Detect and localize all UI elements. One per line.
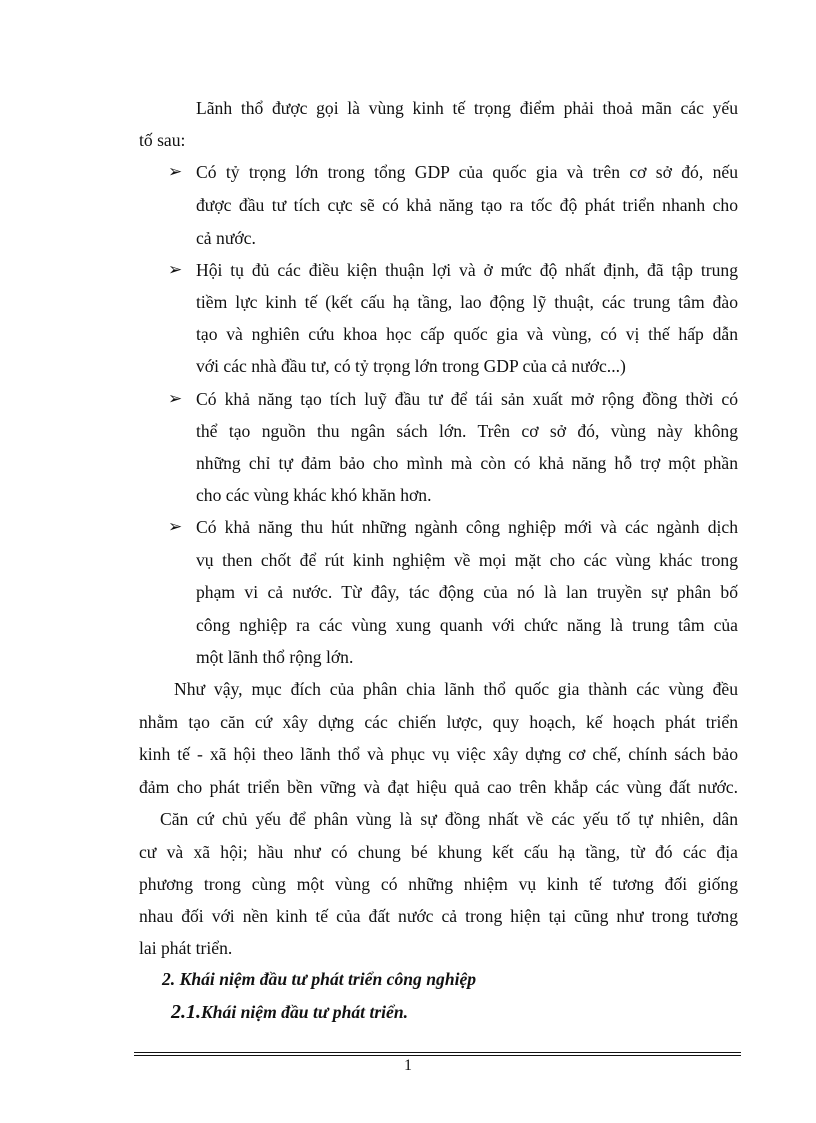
bullet-2-line-3: tạo và nghiên cứu khoa học cấp quốc gia và vùng, có vị thế hấp dẫn — [196, 324, 738, 344]
bullet-1-line-1: Có tỷ trọng lớn trong tổng GDP của quốc gia và trên cơ sở đó, nếu — [196, 162, 738, 182]
bullet-4-line-3: phạm vi cả nước. Từ đây, tác động của nó là lan truyền sự phân bố — [196, 582, 738, 602]
intro-line-2: tố sau: — [139, 130, 186, 150]
bullet-arrow-icon: ➢ — [168, 389, 183, 408]
bullet-3-line-2: thể tạo nguồn thu ngân sách lớn. Trên cơ sở đó, vùng này không — [196, 421, 738, 441]
subsection-number: 2.1. — [171, 1001, 201, 1023]
subsection-title: Khái niệm đầu tư phát triển. — [201, 1002, 409, 1022]
section-heading: 2. Khái niệm đầu tư phát triển công nghiệp — [162, 969, 477, 989]
bullet-3-line-1: Có khả năng tạo tích luỹ đầu tư để tái sản xuất mở rộng đồng thời có — [196, 389, 738, 409]
para1-line-1: Như vậy, mục đích của phân chia lãnh thổ quốc gia thành các vùng đều — [174, 679, 738, 699]
bullet-4-line-5: một lãnh thổ rộng lớn. — [196, 647, 354, 667]
footer-rule-top — [134, 1052, 741, 1053]
para2-line-1: Căn cứ chủ yếu để phân vùng là sự đồng nhất về các yếu tố tự nhiên, dân — [160, 809, 738, 829]
bullet-1-line-3: cả nước. — [196, 228, 256, 248]
para1-line-3: kinh tế - xã hội theo lãnh thổ và phục vụ việc xây dựng cơ chế, chính sách bảo — [139, 744, 738, 764]
bullet-2-line-1: Hội tụ đủ các điều kiện thuận lợi và ở mức độ nhất định, đã tập trung — [196, 260, 738, 280]
bullet-1-line-2: được đầu tư tích cực sẽ có khả năng tạo ra tốc độ phát triển nhanh cho — [196, 195, 738, 215]
intro-line-1: Lãnh thổ được gọi là vùng kinh tế trọng điểm phải thoả mãn các yếu — [196, 98, 738, 118]
bullet-arrow-icon: ➢ — [168, 260, 183, 279]
subsection-heading — [171, 1001, 408, 1023]
page-number: 1 — [404, 1057, 412, 1074]
bullet-3-line-3: những chỉ tự đảm bảo cho mình mà còn có khả năng hỗ trợ một phần — [196, 453, 738, 473]
bullet-arrow-icon: ➢ — [168, 162, 183, 181]
para1-line-4: đảm cho phát triển bền vững và đạt hiệu quả cao trên khắp các vùng đất nước. — [139, 777, 738, 797]
para1-line-2: nhằm tạo căn cứ xây dựng các chiến lược, quy hoạch, kế hoạch phát triển — [139, 712, 738, 732]
para2-line-4: nhau đối với nền kinh tế của đất nước cả trong hiện tại cũng như trong tương — [139, 906, 738, 926]
bullet-4-line-2: vụ then chốt để rút kinh nghiệm về mọi mặt cho các vùng khác trong — [196, 550, 738, 570]
bullet-4-line-1: Có khả năng thu hút những ngành công nghiệp mới và các ngành dịch — [196, 517, 738, 537]
para2-line-5: lai phát triển. — [139, 938, 233, 958]
bullet-3-line-4: cho các vùng khác khó khăn hơn. — [196, 485, 432, 505]
bullet-arrow-icon: ➢ — [168, 517, 183, 536]
bullet-2-line-4: với các nhà đầu tư, có tỷ trọng lớn trong GDP của cả nước...) — [196, 356, 626, 376]
para2-line-3: phương trong cùng một vùng có những nhiệm vụ kinh tế tương đối giống — [139, 874, 738, 894]
para2-line-2: cư và xã hội; hầu như có chung bé khung kết cấu hạ tầng, từ đó các địa — [139, 842, 738, 862]
bullet-2-line-2: tiềm lực kinh tế (kết cấu hạ tầng, lao động lỹ thuật, các trung tâm đào — [196, 292, 738, 312]
bullet-4-line-4: công nghiệp ra các vùng xung quanh với chức năng là trung tâm của — [196, 615, 738, 635]
